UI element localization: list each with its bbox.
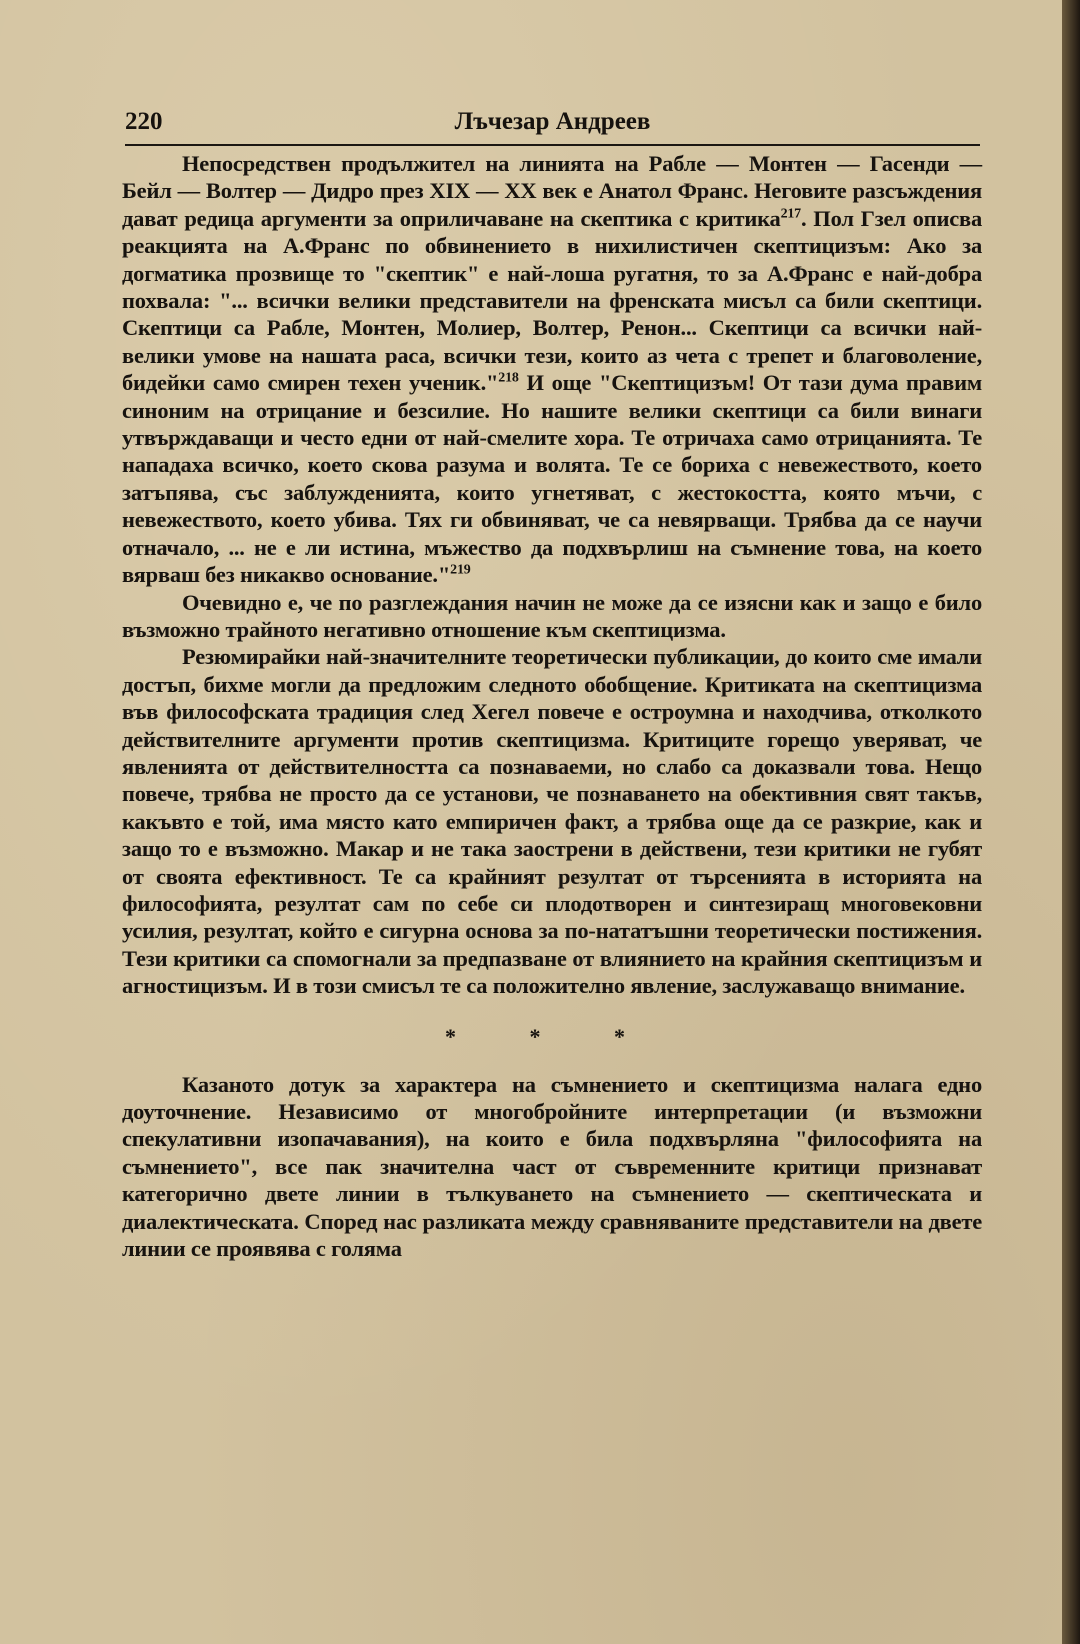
section-separator: * * * [445, 1023, 659, 1049]
page-number: 220 [125, 108, 163, 135]
body-text [122, 150, 982, 1262]
paragraph-obvious [122, 589, 982, 644]
paragraph-text: . Пол Гзел описва реакцията на А.Франс по обвинението в нихилистичен скептицизъм: Ако за догматика прозвище то "скептик" е най-лоша ругатня, то за А.Франс е най-добра похвала: "... всички велики представители на френската мисъл са били скептици. Скептици са Рабле, Монтен, Молиер, Волтер, Ренон... Скептици са всички най-велики умове на нашата раса, всички тези, които аз чета с трепет и благоволение, бидейки само смирен техен ученик." [122, 205, 982, 396]
paragraph-text: И още "Скептицизъм! От тази дума правим синоним на отрицание и безсилие. Но нашите велики скептици са били винаги утвърждаващи и често едни от най-смелите хора. Те отричаха само отрицанията. Те нападаха всичко, което скова разума и волята. Те се бориха с невежеството, което затъпява, със заблужденията, които угнетяват, с жестокостта, която мъчи, с невежеството, което убива. Тях ги обвиняват, че са невярващи. Трябва да се научи отначало, ... не е ли истина, мъжество да подхвърлиш на съмнение това, на което вярваш без никакво основание." [122, 370, 982, 588]
paragraph-text: Резюмирайки най-значителните теоретически публикации, до които сме имали достъп, бихме могли да предложим следното обобщение. Критиката на скептицизма във философската традиция след Хегел повече е остроумна и находчива, отколкото действителните аргументи против скептицизма. Критиците горещо уверяват, че явленията от действителността са познаваеми, но слабо са доказвали това. Нещо повече, трябва не просто да се установи, че познаването на обективния свят такъв, какъвто е той, има място като емпиричен факт, а трябва още да се разкрие, как и защо то е възможно. Макар и не така заострени в действени, тези критики не губят от своята ефективност. Те са крайният резултат от търсенията в историята на философията, резултат сам по себе си плодотворен и синтезиращ многовековни усилия, резултат, който е сигурна основа за по-нататъшни теоретически постижения. Тези критики са спомогнали за предпазване от влиянието на крайния скептицизъм и агностицизъм. И в този смисъл те са положително явление, заслужаващо внимание. [122, 644, 982, 999]
running-head: Лъчезар Андреев [454, 108, 651, 135]
footnote-ref: 219 [450, 562, 471, 578]
paragraph-text: Очевидно е, че по разглеждания начин не може да се изясни как и защо е било възможно трайното негативно отношение към скептицизма. [122, 589, 982, 642]
paragraph-text: Непосредствен продължител на линията на Рабле — Монтен — Гасенди — Бейл — Волтер — Дидро през XIX — XX век е Анатол Франс. Неговите разсъждения дават редица аргументи за оприличаване на скептика с критика [122, 151, 982, 231]
paragraph-summary [122, 643, 982, 999]
page-edge [1062, 0, 1080, 1644]
paragraph-france-skeptics [122, 150, 982, 589]
footnote-ref: 218 [498, 370, 519, 386]
page-header [125, 104, 980, 146]
footnote-ref: 217 [780, 206, 801, 222]
paragraph-text: Казаното дотук за характера на съмнението и скептицизма налага едно доуточнение. Независимо от многобройните интерпретации (и възможни спекулативни изопачавания), на които е била подхвърляна "философията на съмнението", все пак значителна част от съвременните критици признават категорично двете линии в тълкуването на съмнението — скептическата и диалектическата. Според нас разликата между сравняваните представители на двете линии се проявява с голяма [122, 1071, 982, 1262]
paragraph-closing [122, 1071, 982, 1263]
